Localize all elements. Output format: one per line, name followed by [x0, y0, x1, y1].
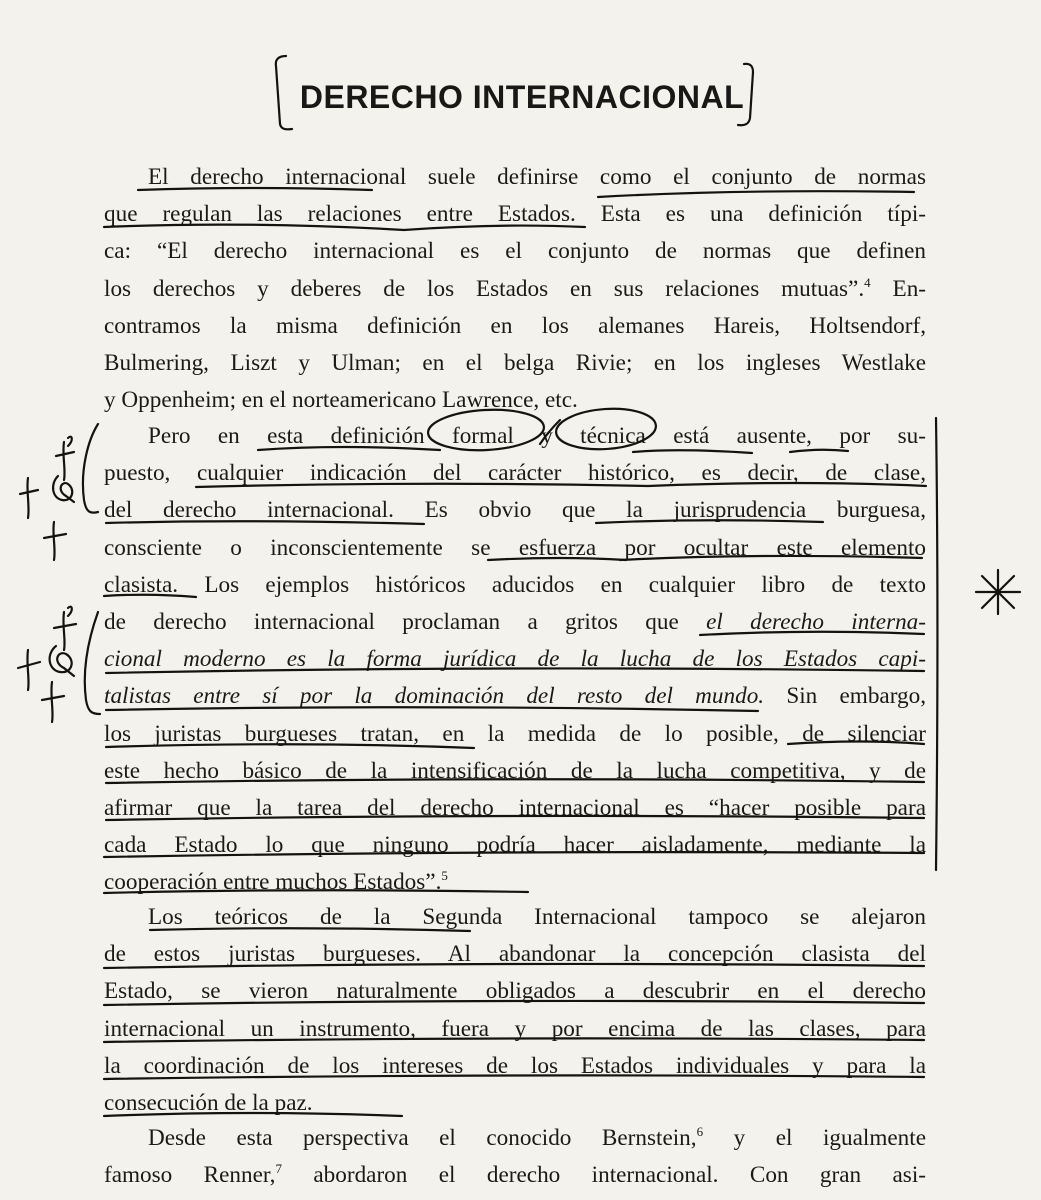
text-line: este hecho básico de la intensificación de la lucha competitiva, y de — [104, 757, 926, 784]
text-line: la coordinación de los intereses de los Estados individuales y para la — [104, 1052, 926, 1079]
text-fragment: abordaron el derecho internacional. Con gran asi- — [313, 1162, 926, 1189]
margin-glyphs-upper — [20, 437, 74, 560]
text-fragment: Desde esta perspectiva el conocido Bernstein, — [148, 1125, 697, 1151]
paragraph-4 — [104, 1120, 926, 1194]
footnote-ref-7: 7 — [275, 1161, 282, 1177]
margin-rule-mark — [936, 418, 938, 870]
footnote-ref-6: 6 — [696, 1124, 704, 1139]
text-line: ca: “El derecho internacional es el conjunto de normas que definen — [104, 238, 926, 265]
text-fragment: famoso Renner, — [104, 1162, 276, 1189]
text-line: y Oppenheim; en el norteamericano Lawrence, etc. — [104, 387, 578, 414]
margin-glyphs-lower — [18, 607, 76, 722]
text-line: que regulan las relaciones entre Estados. Esta es una definición típi- — [104, 201, 926, 228]
text-line — [104, 678, 926, 715]
paragraph-2 — [104, 418, 926, 902]
text-line: clasista. Los ejemplos históricos aducidos en cualquier libro de texto — [104, 571, 926, 598]
text-line: del derecho internacional. Es obvio que la jurisprudencia burguesa, — [104, 497, 926, 524]
text-fragment: Sin embargo, — [786, 683, 927, 710]
italic-fragment: talistas entre sí por la dominación del resto del mundo. — [104, 683, 765, 710]
text-line: Los teóricos de la Segunda Internacional tampoco se alejaron — [148, 904, 926, 930]
text-fragment: los derechos y deberes de los Estados en sus relaciones mutuas”. — [104, 275, 865, 302]
text-line: cada Estado lo que ninguno podría hacer aisladamente, mediante la — [104, 832, 926, 859]
text-line: afirmar que la tarea del derecho internacional es “hacer posible para — [104, 795, 926, 822]
text-fragment: En- — [892, 275, 927, 302]
footnote-ref-4: 4 — [864, 274, 871, 290]
text-line — [104, 271, 926, 308]
left-bracket-mark — [276, 56, 292, 129]
text-line: los juristas burgueses tratan, en la medida de lo posible, de silenciar — [104, 720, 926, 747]
text-line: puesto, cualquier indicación del carácter histórico, es decir, de clase, — [104, 460, 926, 487]
paragraph-1 — [104, 159, 926, 419]
text-line: Estado, se vieron naturalmente obligados a descubrir en el derecho — [104, 978, 926, 1005]
margin-bracket-mark — [85, 612, 100, 714]
italic-fragment: el derecho interna- — [706, 609, 926, 636]
text-fragment: cooperación entre muchos Estados”. — [104, 869, 442, 896]
text-line: consecución de la paz. — [104, 1090, 313, 1117]
text-fragment: de derecho internacional proclaman a gritos que — [104, 609, 679, 636]
margin-bracket-mark — [83, 424, 98, 513]
text-line: contramos la misma definición en los alemanes Hareis, Holtsendorf, — [104, 312, 926, 339]
footnote-ref-5: 5 — [441, 868, 448, 884]
text-line — [104, 1157, 926, 1194]
margin-star-mark — [976, 570, 1020, 614]
text-line: Bulmering, Liszt y Ulman; en el belga Rivie; en los ingleses Westlake — [104, 350, 926, 377]
chapter-heading: DERECHO INTERNACIONAL — [299, 78, 745, 115]
paragraph-3 — [104, 899, 926, 1122]
text-line: cional moderno es la forma jurídica de la lucha de los Estados capi- — [104, 646, 926, 673]
text-line — [104, 864, 926, 901]
text-line: internacional un instrumento, fuera y por encima de las clases, para — [104, 1015, 926, 1042]
text-fragment: y el igualmente — [733, 1125, 926, 1151]
text-line — [104, 1120, 926, 1157]
text-line: El derecho internacional suele definirse como el conjunto de normas — [148, 164, 926, 190]
text-line: de estos juristas burgueses. Al abandonar la concepción clasista del — [104, 941, 926, 968]
text-line — [104, 604, 926, 641]
text-line: Pero en esta definición formal y técnica está ausente, por su- — [148, 423, 926, 449]
text-line: consciente o inconscientemente se esfuerza por ocultar este elemento — [104, 534, 926, 561]
